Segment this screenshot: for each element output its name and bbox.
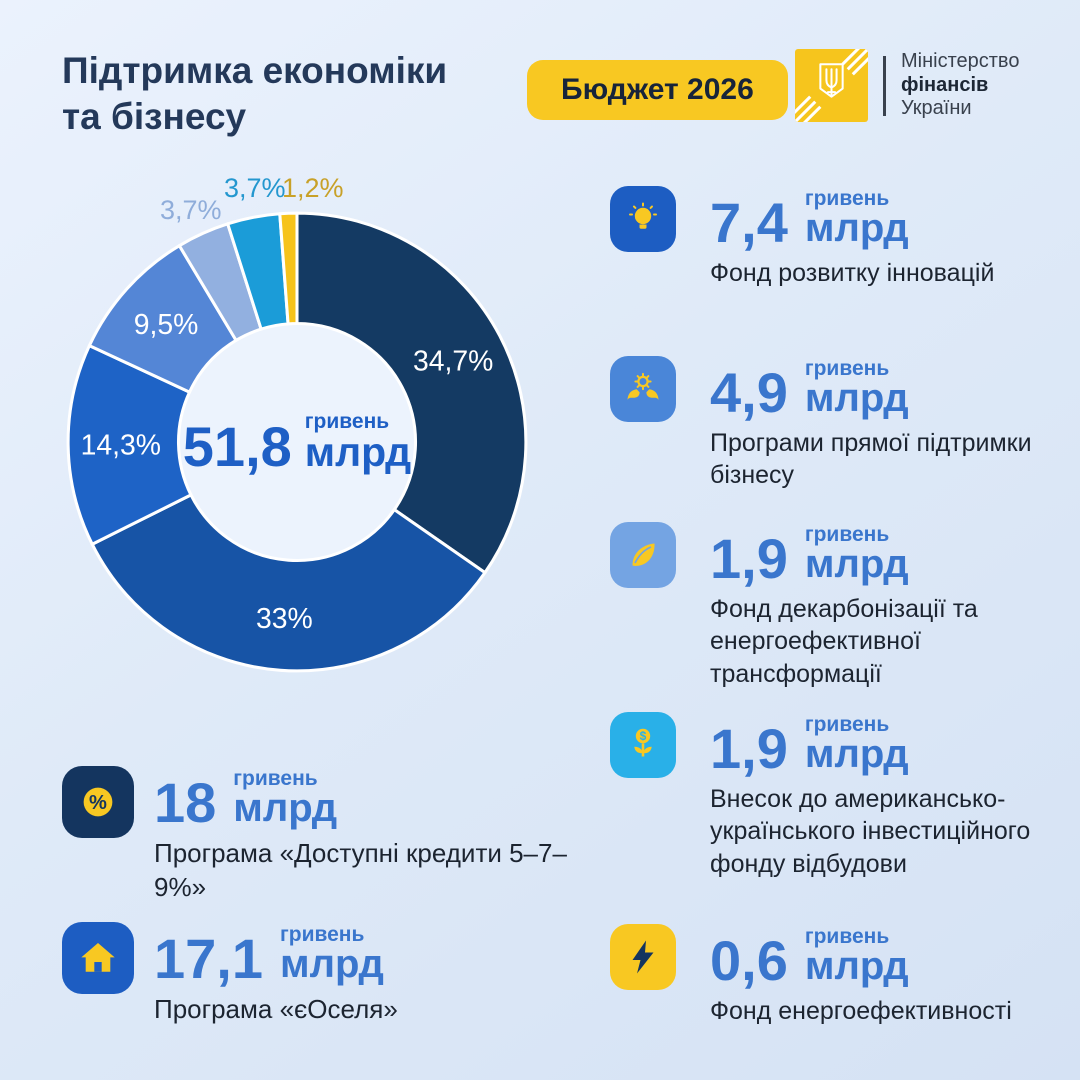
- unit-hryven: гривень: [804, 713, 890, 736]
- budget-2026-badge: Бюджет 2026: [527, 60, 788, 120]
- ministry-line2: фінансів: [901, 73, 989, 96]
- lightbulb-icon: [610, 186, 676, 252]
- hands-gear-icon: [610, 356, 676, 422]
- unit-hryven: гривень: [233, 767, 318, 790]
- percent-icon: [62, 766, 134, 838]
- stat-item-innovation-fund: [610, 186, 1058, 289]
- total-value: 51,8: [182, 414, 292, 478]
- unit-mlrd: млрд: [804, 205, 909, 250]
- page-title: [62, 48, 447, 140]
- ministry-logo: [795, 49, 1019, 122]
- svg-text:%: %: [89, 792, 107, 815]
- lightning-icon: [610, 924, 676, 990]
- unit-mlrd: млрд: [804, 731, 909, 776]
- unit-mlrd: млрд: [280, 941, 384, 986]
- leaf-icon: [610, 522, 676, 588]
- page-title-line1: Підтримка економіки: [62, 50, 448, 91]
- stat-value: 4,9: [710, 360, 788, 424]
- stat-value: 17,1: [154, 926, 263, 990]
- stat-desc: Внесок до американсько-українського інвестиційного фонду відбудови: [710, 784, 1031, 878]
- stat-item-eoselya: [62, 922, 604, 1027]
- unit-hryven: гривень: [804, 523, 890, 546]
- stat-desc: Програма «Доступні кредити 5–7–9%»: [154, 837, 567, 902]
- unit-mlrd: млрд: [804, 541, 909, 586]
- page-title-line2: та бізнесу: [62, 95, 247, 137]
- unit-mlrd: млрд: [804, 943, 909, 988]
- stat-desc: Фонд декарбонізації та енергоефективної трансформації: [710, 594, 978, 688]
- total-unit-mlrd: млрд: [304, 428, 412, 475]
- donut-outside-label: 3,7%: [160, 195, 222, 225]
- unit-hryven: гривень: [804, 357, 890, 380]
- stat-desc: Фонд енергоефективності: [710, 996, 1012, 1025]
- svg-text:$: $: [639, 729, 647, 744]
- ministry-line3: України: [901, 97, 972, 120]
- stat-desc: Фонд розвитку інновацій: [710, 258, 995, 287]
- donut-segment-label: 33%: [255, 602, 313, 635]
- unit-mlrd: млрд: [233, 785, 338, 830]
- stat-value: 0,6: [710, 928, 788, 992]
- ministry-name: [901, 50, 1019, 121]
- stat-item-energy-efficiency-fund: [610, 924, 1058, 1027]
- donut-segment-label: 34,7%: [412, 345, 494, 378]
- unit-hryven: гривень: [804, 925, 890, 948]
- donut-outside-label: 3,7%: [224, 173, 286, 203]
- logo-separator: [883, 56, 886, 116]
- unit-hryven: гривень: [280, 923, 365, 946]
- unit-mlrd: млрд: [804, 375, 909, 420]
- donut-chart: [60, 205, 534, 679]
- stat-desc: Програма «єОселя»: [154, 993, 398, 1024]
- total-unit-hryven: гривень: [304, 409, 390, 433]
- donut-center-total: [182, 409, 412, 478]
- stat-item-decarbonization-fund: [610, 522, 1058, 690]
- stat-item-credits-579: [62, 766, 604, 904]
- unit-hryven: гривень: [804, 187, 890, 210]
- donut-outside-label: 1,2%: [282, 173, 344, 203]
- ministry-line1: Міністерство: [901, 50, 1020, 73]
- stat-value: 1,9: [710, 526, 788, 590]
- stat-item-investment-fund: [610, 712, 1058, 880]
- stat-item-business-support: [610, 356, 1058, 492]
- stat-value: 1,9: [710, 716, 788, 780]
- stat-value: 18: [154, 770, 217, 834]
- stat-desc: Програми прямої підтримки бізнесу: [710, 428, 1032, 490]
- donut-segment-label: 14,3%: [80, 429, 161, 462]
- donut-segment-label: 9,5%: [133, 309, 199, 342]
- stat-value: 7,4: [710, 190, 788, 254]
- house-icon: [62, 922, 134, 994]
- trident-icon: [795, 49, 868, 122]
- money-plant-icon: [610, 712, 676, 778]
